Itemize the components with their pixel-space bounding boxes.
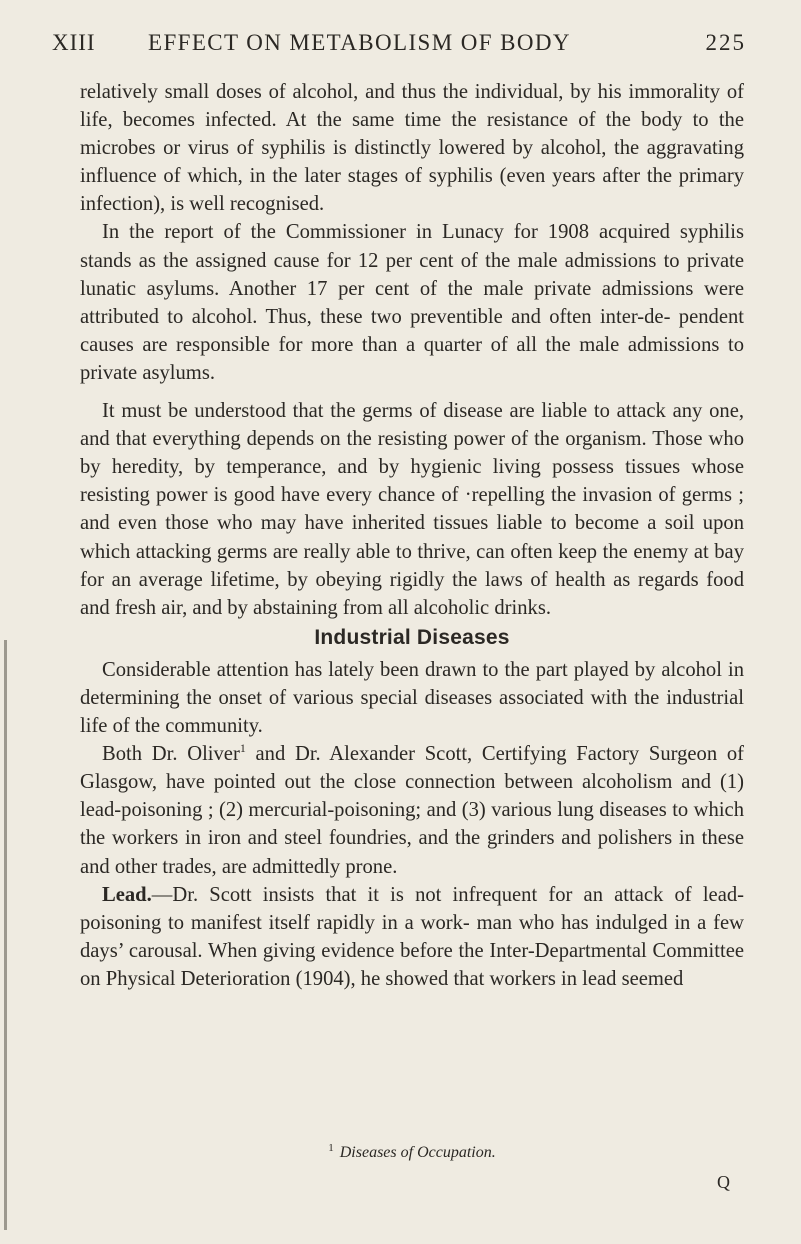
paragraph-oliver-scott-rest: and Dr. Alexander Scott, Certifying Factory Surgeon of Glasgow, have pointed out the close connection between alcoholism and (1) lead-poisoning ; (2) mercurial-poisoning; and (3) various lung diseases to which the workers in iron and steel foundries, and the grinders and polishers in these and other trades, are admittedly prone. <box>80 743 744 878</box>
paragraph-industrial-intro: Considerable attention has lately been drawn to the part played by alcohol in determining the onset of various special diseases associated with the industrial life of the community. <box>80 658 744 738</box>
paragraph-lead <box>80 881 744 993</box>
page-body <box>80 78 744 993</box>
section-heading: Industrial Diseases <box>314 625 510 649</box>
paragraph-germs-resistance: It must be understood that the germs of disease are liable to attack any one, and that everything depends on the resisting power of the organism. Those who by heredity, by temperance, and by hygienic living possess tissues whose resisting power is good have every chance of ·repelling the invasion of germs ; and even those who may have inherited tissues liable to become a soil upon which attacking germs are really able to thrive, can often keep the enemy at bay for an average lifetime, by obeying rigidly the laws of health as regards food and fresh air, and by abstaining from all alcoholic drinks. <box>80 400 744 619</box>
run-in-heading-lead: Lead. <box>102 883 152 906</box>
running-header <box>52 30 746 64</box>
chapter-number: XIII <box>52 30 96 55</box>
footnote-mark: 1 <box>328 1141 334 1154</box>
footnote-reference: 1 <box>239 741 246 756</box>
paragraph-oliver-scott-start: Both Dr. Oliver <box>102 743 240 766</box>
running-title: EFFECT ON METABOLISM OF BODY <box>148 30 571 55</box>
page-edge-shadow <box>4 640 7 1230</box>
paragraph-lunacy-report: In the report of the Commissioner in Lunacy for 1908 acquired syphilis stands as the assigned cause for 12 per cent of the male admissions to private lunatic asylums. Another 17 per cent of the male private admissions were attributed to alcohol. Thus, these two preventible and often inter-de- pendent causes are responsible for more than a quarter of all the male admissions to private asylums. <box>80 221 744 384</box>
paragraph-syphilis-continued: relatively small doses of alcohol, and thus the individual, by his immorality of life, becomes infected. At the same time the resistance of the body to the microbes or virus of syphilis is distinctly lowered by alcohol, the aggravating influence of which, in the later stages of syphilis (even years after the primary infection), is well recognised. <box>80 81 744 216</box>
page-number: 225 <box>705 30 746 55</box>
footnote-text: Diseases of Occupation. <box>339 1144 496 1161</box>
paragraph-oliver-scott <box>80 740 744 880</box>
signature-mark: Q <box>717 1172 730 1192</box>
footnote <box>80 1141 744 1162</box>
paragraph-lead-text: —Dr. Scott insists that it is not infrequent for an attack of lead-poisoning to manifest itself rapidly in a work- man who has indulged in a few days’ carousal. When giving evidence before the Inter-Departmental Committee on Physical Deterioration (1904), he showed that workers in lead seemed <box>80 883 744 990</box>
